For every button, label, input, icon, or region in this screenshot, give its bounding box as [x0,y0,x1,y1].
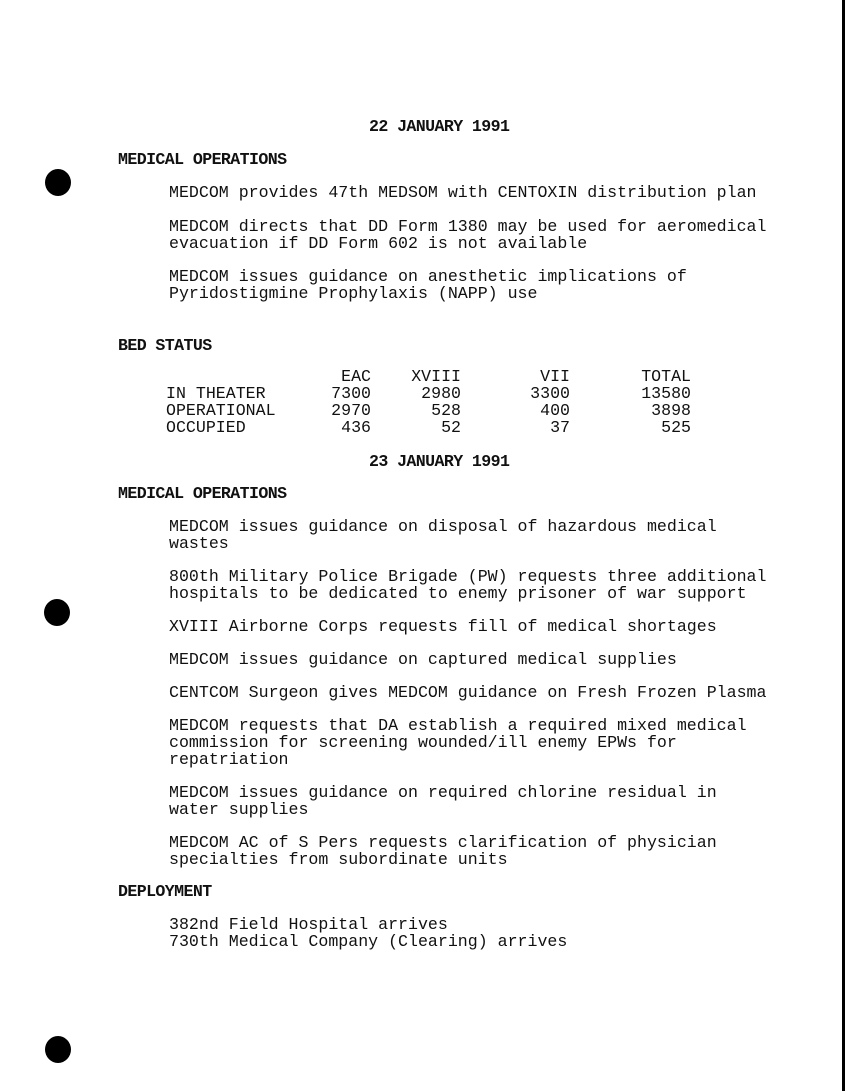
table-cell: 7300 [331,384,371,403]
table-row [166,385,691,402]
row-label: IN THEATER [166,384,266,403]
table-cell: 2980 [421,384,461,403]
section-heading: MEDICAL OPERATIONS [118,150,287,169]
table-header-row [166,368,691,385]
date-heading: 22 JANUARY 1991 [369,117,510,136]
date-heading: 23 JANUARY 1991 [369,452,510,471]
list-item: MEDCOM requests that DA establish a required mixed medical commission for screening wounded/ill enemy EPWs for repatriation [169,716,747,769]
table-cell: 400 [540,401,570,420]
list-item: MEDCOM issues guidance on required chlorine residual in water supplies [169,783,717,819]
punch-hole [45,1036,71,1063]
table-cell: 3898 [651,401,691,420]
list-item: MEDCOM issues guidance on anesthetic implications of Pyridostigmine Prophylaxis (NAPP) use [169,267,687,303]
table-cell: 436 [341,418,371,437]
list-item: MEDCOM provides 47th MEDSOM with CENTOXIN distribution plan [169,183,757,202]
list-item: MEDCOM issues guidance on disposal of hazardous medical wastes [169,517,717,553]
table-cell: 528 [431,401,461,420]
punch-hole [45,169,71,196]
page-edge-line [842,0,845,1091]
row-label: OCCUPIED [166,418,246,437]
table-cell: 3300 [530,384,570,403]
table-row [166,419,691,436]
section-heading: DEPLOYMENT [118,882,212,901]
column-header: TOTAL [641,367,691,386]
table-cell: 37 [550,418,570,437]
table-cell: 13580 [641,384,691,403]
column-header: VII [540,367,570,386]
list-item: 800th Military Police Brigade (PW) requests three additional hospitals to be dedicated to enemy prisoner of war support [169,567,767,603]
row-label: OPERATIONAL [166,401,276,420]
section-heading: BED STATUS [118,336,212,355]
bed-status-table [166,368,691,436]
table-cell: 2970 [331,401,371,420]
section-heading: MEDICAL OPERATIONS [118,484,287,503]
table-row [166,402,691,419]
punch-hole [44,599,70,626]
list-item: 382nd Field Hospital arrives 730th Medical Company (Clearing) arrives [169,915,568,951]
list-item: CENTCOM Surgeon gives MEDCOM guidance on Fresh Frozen Plasma [169,683,767,702]
column-header: EAC [341,367,371,386]
list-item: MEDCOM directs that DD Form 1380 may be used for aeromedical evacuation if DD Form 602 is not available [169,217,767,253]
list-item: XVIII Airborne Corps requests fill of medical shortages [169,617,717,636]
column-header: XVIII [411,367,461,386]
table-cell: 525 [661,418,691,437]
table-cell: 52 [441,418,461,437]
list-item: MEDCOM issues guidance on captured medical supplies [169,650,677,669]
list-item: MEDCOM AC of S Pers requests clarification of physician specialties from subordinate units [169,833,717,869]
